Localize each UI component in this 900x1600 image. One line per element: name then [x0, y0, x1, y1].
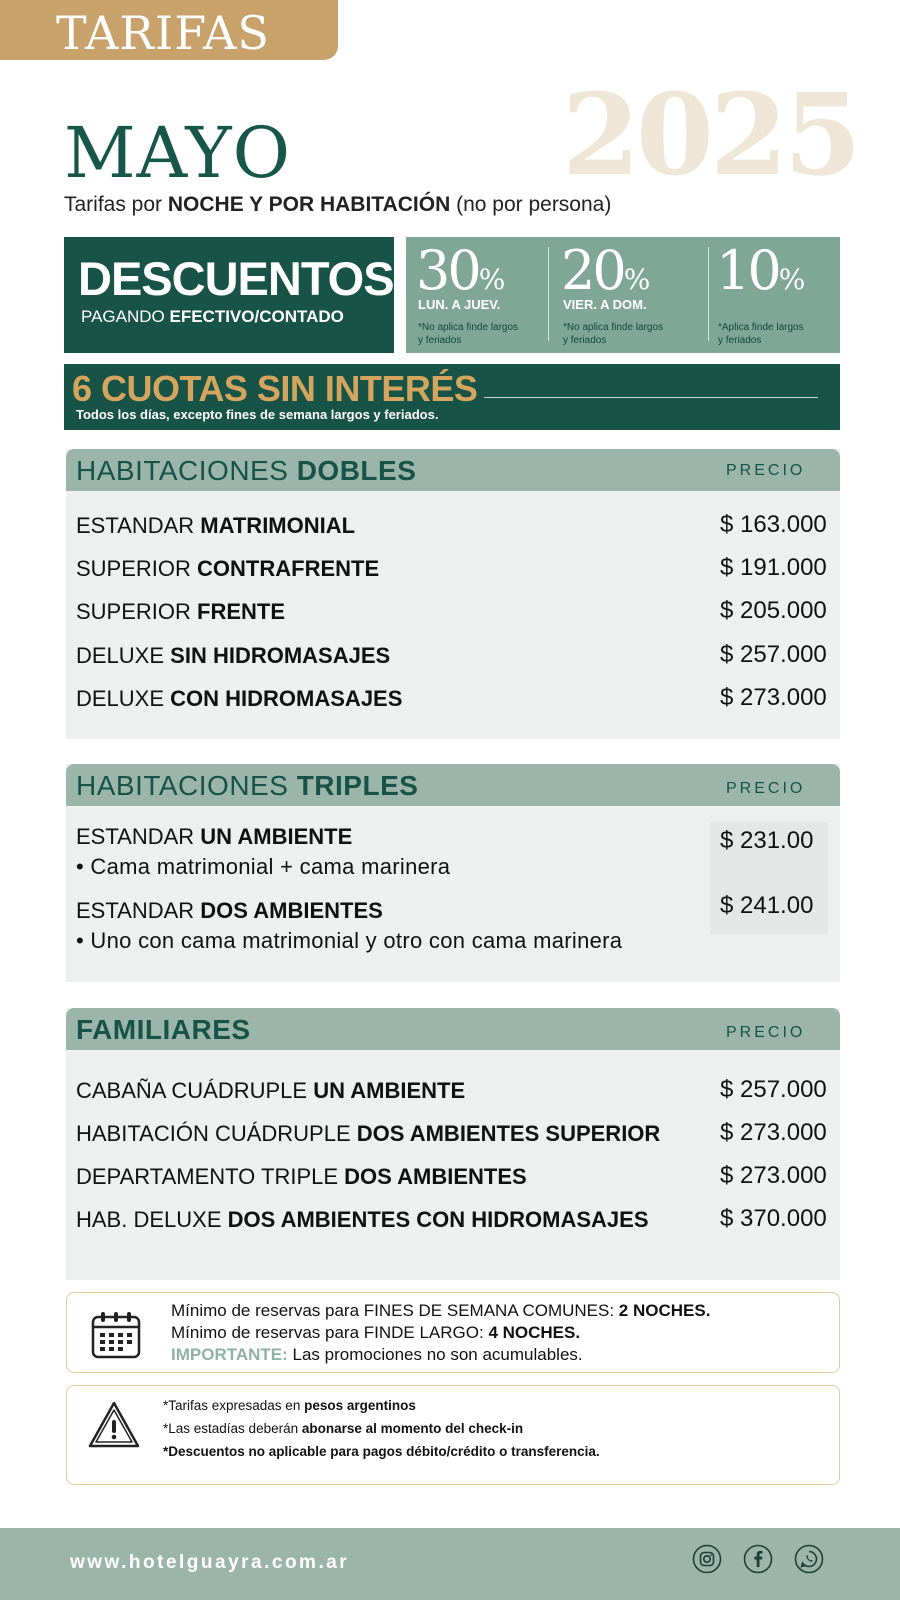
- room-row: [76, 599, 285, 625]
- descuentos-subtitle: [81, 307, 344, 327]
- nota-text: *Las estadías deberán: [163, 1421, 302, 1436]
- room-name: DOS AMBIENTES CON HIDROMASAJES: [227, 1207, 649, 1232]
- reservas-text: Mínimo de reservas para FINES DE SEMANA COMUNES:: [171, 1301, 619, 1320]
- calendar-icon: [89, 1309, 143, 1361]
- room-name: DOS AMBIENTES SUPERIOR: [356, 1121, 661, 1146]
- room-row: [76, 1078, 465, 1104]
- discount-10: [706, 237, 840, 353]
- room-type: ESTANDAR: [76, 513, 201, 538]
- triples-title: [76, 770, 418, 802]
- room-price: $ 241.00: [720, 892, 814, 919]
- room-type: DEPARTAMENTO TRIPLE: [76, 1164, 345, 1189]
- room-name: FRENTE: [197, 599, 286, 624]
- discount-note-line: *No aplica finde largos: [563, 322, 664, 333]
- discount-note-line: y feriados: [418, 335, 462, 346]
- room-type: ESTANDAR: [76, 898, 201, 923]
- discounts-panel: [406, 237, 840, 353]
- footer: [0, 1528, 900, 1600]
- room-name: DOS AMBIENTES: [200, 898, 383, 923]
- triples-section: [66, 764, 840, 982]
- room-name: SIN HIDROMASAJES: [170, 643, 391, 668]
- room-name: DOS AMBIENTES: [344, 1164, 527, 1189]
- room-row: [76, 513, 355, 539]
- price-label: PRECIO: [726, 462, 806, 479]
- descuentos-box: [64, 237, 394, 353]
- price-label: PRECIO: [726, 1024, 806, 1041]
- discount-divider: [548, 247, 549, 341]
- subtitle-bold: NOCHE Y POR HABITACIÓN: [167, 193, 451, 216]
- room-name: MATRIMONIAL: [200, 513, 356, 538]
- room-price: $ 273.000: [720, 1119, 827, 1146]
- discount-number: 30: [416, 239, 479, 302]
- discount-note-line: y feriados: [563, 335, 607, 346]
- familiares-title: [76, 1014, 251, 1046]
- room-type: SUPERIOR: [76, 599, 198, 624]
- dobles-title: [76, 455, 416, 487]
- rates-subtitle: [64, 193, 611, 217]
- reservas-bold: 2 NOCHES.: [618, 1301, 711, 1320]
- room-row: [76, 1164, 527, 1190]
- dobles-header: [66, 449, 840, 491]
- room-type: ESTANDAR: [76, 824, 201, 849]
- subtitle-post: (no por persona): [450, 193, 612, 216]
- room-name: UN AMBIENTE: [313, 1078, 466, 1103]
- room-type: SUPERIOR: [76, 556, 198, 581]
- descuentos-sub-bold: EFECTIVO/CONTADO: [169, 307, 344, 326]
- triples-header: [66, 764, 840, 806]
- reservas-line: [171, 1323, 580, 1343]
- notas-box: [66, 1385, 840, 1485]
- discount-unit: %: [778, 263, 806, 296]
- tarifas-title: TARIFAS: [56, 6, 270, 60]
- discount-days: LUN. A JUEV.: [418, 297, 501, 312]
- warning-icon: [87, 1400, 141, 1450]
- room-type: DELUXE: [76, 643, 171, 668]
- cuotas-banner: [64, 364, 840, 430]
- section-title-bold: FAMILIARES: [76, 1014, 251, 1045]
- discount-note-line: *Aplica finde largos: [718, 322, 804, 333]
- room-name: CON HIDROMASAJES: [170, 686, 403, 711]
- room-name: CONTRAFRENTE: [197, 556, 380, 581]
- room-row: [76, 686, 402, 712]
- descuentos-sub-pre: PAGANDO: [81, 307, 170, 326]
- room-row: [76, 824, 352, 850]
- year-watermark: 2025: [562, 70, 858, 201]
- discount-number: 20: [561, 239, 624, 302]
- familiares-header: [66, 1008, 840, 1050]
- room-price: $ 163.000: [720, 511, 827, 538]
- importante-label: IMPORTANTE:: [171, 1345, 288, 1364]
- nota-bold: abonarse al momento del check-in: [301, 1421, 524, 1436]
- room-row: [76, 898, 383, 924]
- tarifas-tab: [0, 0, 338, 60]
- discount-number: 10: [716, 239, 779, 302]
- cuotas-title: 6 CUOTAS SIN INTERÉS: [72, 368, 478, 409]
- room-row: [76, 643, 390, 669]
- room-price: $ 205.000: [720, 597, 827, 624]
- section-title-bold: TRIPLES: [296, 770, 419, 801]
- reservas-bold: 4 NOCHES.: [488, 1323, 581, 1342]
- room-price: $ 273.000: [720, 1162, 827, 1189]
- room-price: $ 370.000: [720, 1205, 827, 1232]
- room-type: CABAÑA CUÁDRUPLE: [76, 1078, 314, 1103]
- section-title-bold: DOBLES: [296, 455, 417, 486]
- discount-note: [418, 321, 518, 347]
- instagram-icon[interactable]: [692, 1544, 722, 1574]
- whatsapp-icon[interactable]: [794, 1544, 824, 1574]
- room-detail: • Cama matrimonial + cama marinera: [76, 854, 451, 879]
- reservas-text: Las promociones no son acumulables.: [287, 1345, 583, 1364]
- room-row: [76, 1207, 649, 1233]
- nota-line: *Descuentos no aplicable para pagos débito/crédito o transferencia.: [163, 1444, 600, 1459]
- month-title: MAYO: [64, 112, 291, 194]
- nota-bold: pesos argentinos: [304, 1398, 416, 1413]
- room-type: HAB. DELUXE: [76, 1207, 228, 1232]
- cuotas-subtitle: Todos los días, excepto fines de semana largos y feriados.: [76, 407, 439, 422]
- website-link[interactable]: www.hotelguayra.com.ar: [70, 1552, 350, 1573]
- room-price: $ 257.000: [720, 1076, 827, 1103]
- discount-note-line: y feriados: [718, 335, 762, 346]
- discount-unit: %: [623, 263, 651, 296]
- room-detail: • Uno con cama matrimonial y otro con cama marinera: [76, 928, 623, 953]
- reservas-line: [171, 1345, 583, 1365]
- discount-note: [718, 321, 804, 347]
- discount-note: [563, 321, 663, 347]
- room-row: [76, 1121, 660, 1147]
- cuotas-rule: [484, 397, 818, 398]
- section-title-light: HABITACIONES: [76, 770, 297, 801]
- discount-note-line: *No aplica finde largos: [418, 322, 519, 333]
- room-row: [76, 556, 379, 582]
- nota-text: *Tarifas expresadas en: [163, 1398, 305, 1413]
- discount-20: [551, 237, 711, 353]
- facebook-icon[interactable]: [743, 1544, 773, 1574]
- descuentos-title: DESCUENTOS: [78, 252, 394, 305]
- reservas-box: [66, 1292, 840, 1373]
- room-price: $ 191.000: [720, 554, 827, 581]
- discount-30: [406, 237, 552, 353]
- nota-line: [163, 1398, 416, 1413]
- room-price: $ 231.00: [720, 827, 814, 854]
- discount-value: [416, 239, 505, 302]
- nota-line: [163, 1421, 523, 1436]
- room-type: HABITACIÓN CUÁDRUPLE: [76, 1121, 357, 1146]
- reservas-text: Mínimo de reservas para FINDE LARGO:: [171, 1323, 489, 1342]
- room-type: DELUXE: [76, 686, 171, 711]
- room-name: UN AMBIENTE: [200, 824, 353, 849]
- room-price: $ 273.000: [720, 684, 827, 711]
- familiares-section: [66, 1008, 840, 1280]
- reservas-line: [171, 1301, 710, 1321]
- discount-value: [561, 239, 650, 302]
- discount-value: [716, 239, 805, 302]
- price-label: PRECIO: [726, 780, 806, 797]
- subtitle-pre: Tarifas por: [64, 193, 168, 216]
- section-title-light: HABITACIONES: [76, 455, 297, 486]
- room-price: $ 257.000: [720, 641, 827, 668]
- discount-days: VIER. A DOM.: [563, 297, 647, 312]
- dobles-section: [66, 449, 840, 739]
- discount-unit: %: [478, 263, 506, 296]
